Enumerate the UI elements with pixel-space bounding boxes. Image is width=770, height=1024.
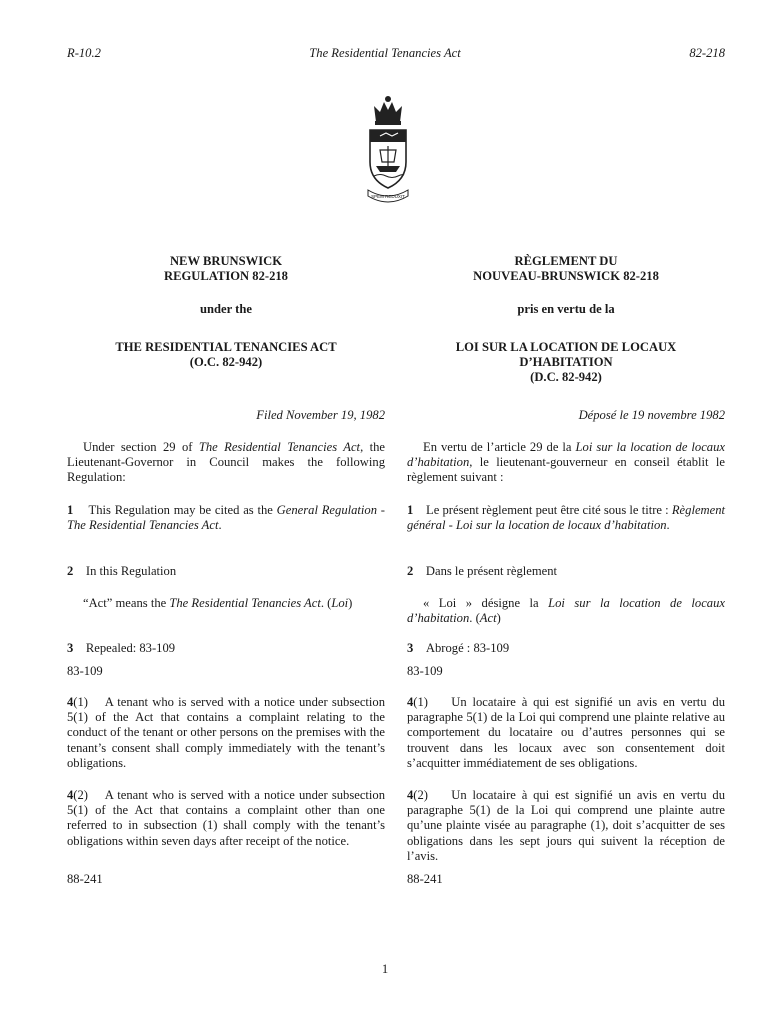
- right-preamble-text-end: , le lieutenant-gouverneur en conseil établit le règlement suivant :: [407, 455, 725, 485]
- left-definition-act: [67, 596, 385, 611]
- left-preamble-act: The Residential Tenancies Act: [198, 440, 361, 454]
- right-definition-act: [407, 596, 725, 626]
- left-section-2-number: 2: [67, 564, 74, 578]
- right-section-2: [407, 564, 725, 579]
- left-subsection-1-text: A tenant who is served with a notice under subsection 5(1) of the Act that contains a complaint relating to the conduct of the tenant or other persons on the premises with the tenant’s consent shall comply immediately with the tenant’s obligations.: [67, 695, 386, 770]
- right-act-title: [407, 340, 725, 386]
- left-preamble-text: Under section 29 of: [83, 440, 199, 454]
- left-section-4-number-2: 4: [67, 788, 74, 802]
- right-section-1-text: Le présent règlement peut être cité sous le titre :: [426, 503, 672, 517]
- right-section-3: [407, 641, 725, 656]
- left-title: [67, 254, 385, 284]
- left-subsection-2-number: (2): [73, 788, 88, 802]
- left-section-4-number: 4: [67, 695, 74, 709]
- left-under: under the: [200, 302, 252, 316]
- right-section-3-number: 3: [407, 641, 414, 655]
- right-title-line1: RÈGLEMENT DU: [514, 254, 618, 268]
- left-preamble: [67, 440, 385, 486]
- left-title-line1: NEW BRUNSWICK: [169, 254, 283, 268]
- left-section-4-reference: 88-241: [67, 872, 103, 886]
- left-order-in-council: (O.C. 82-942): [189, 355, 263, 370]
- right-section-4-1: [407, 695, 725, 771]
- header-reference: R-10.2: [67, 46, 101, 60]
- right-preamble: [407, 440, 725, 486]
- right-section-1-title: Règlement général - Loi sur la location de locaux d’habitation: [407, 503, 726, 533]
- right-definition-text: « Loi » désigne la: [423, 596, 549, 610]
- left-section-1: [67, 503, 385, 533]
- right-preamble-text: En vertu de l’article 29 de la: [423, 440, 576, 454]
- left-section-3-number: 3: [67, 641, 74, 655]
- right-section-3-reference: 83-109: [407, 664, 443, 678]
- left-section-1-text: This Regulation may be cited as the: [88, 503, 277, 517]
- right-section-1-end: .: [666, 518, 670, 533]
- left-definition-paren-close: ): [348, 596, 353, 610]
- page-number: 1: [381, 962, 389, 976]
- right-section-4-reference: 88-241: [407, 872, 443, 886]
- left-preamble-text-end: , the Lieutenant-Governor in Council makes the following Regulation:: [67, 440, 385, 485]
- header-regulation-number: 82-218: [689, 46, 725, 60]
- left-act-title-text: THE RESIDENTIAL TENANCIES ACT: [115, 340, 337, 354]
- right-definition-paren: . (: [469, 611, 480, 626]
- left-section-4-2: [67, 788, 385, 849]
- left-definition-act-title: The Residential Tenancies Act: [169, 596, 321, 610]
- right-subsection-1-text: Un locataire à qui est signifié un avis en vertu du paragraphe 5(1) de la Loi qui comprend une plainte relative au comportement du locataire ou d’autres personnes qui se trouvent dans les locaux avec son consentement doit s’acquitter immédiatement de ses obligations.: [407, 695, 725, 770]
- right-title: [407, 254, 725, 284]
- right-subsection-2-text: Un locataire à qui est signifié un avis en vertu du paragraphe 5(1) de la Loi qui comprend une plainte autre qu’une plainte visée au paragraphe (1), doit s’acquitter de ses obligations dans les sept jours qui suivent la réception de l’avis.: [407, 788, 725, 863]
- left-definition-text: “Act” means the: [83, 596, 170, 610]
- left-subsection-2-text: A tenant who is served with a notice under subsection 5(1) of the Act that contains a complaint other than one referred to in subsection (1) shall comply with the tenant’s obligations within seven days after receipt of the notice.: [67, 788, 386, 848]
- right-act-title-line2: D’HABITATION: [519, 355, 613, 370]
- right-section-4-2: [407, 788, 725, 864]
- right-under: pris en vertu de la: [517, 302, 615, 316]
- right-act-title-line1: LOI SUR LA LOCATION DE LOCAUX: [455, 340, 677, 354]
- left-definition-paren: . (: [320, 596, 332, 610]
- right-definition-act-title: Loi sur la location de locaux d’habitation: [407, 596, 725, 626]
- right-section-4-number: 4: [407, 695, 414, 709]
- right-subsection-2-number: (2): [413, 788, 428, 802]
- left-section-1-end: .: [218, 518, 222, 533]
- left-section-2: [67, 564, 385, 579]
- left-act-title: [67, 340, 385, 370]
- left-subsection-1-number: (1): [73, 695, 88, 709]
- left-definition-french-term: Loi: [331, 596, 349, 610]
- header-title: The Residential Tenancies Act: [309, 46, 461, 60]
- right-section-4-number-2: 4: [407, 788, 414, 802]
- right-section-1-number: 1: [407, 503, 414, 517]
- left-section-3: [67, 641, 385, 656]
- right-section-1: [407, 503, 725, 533]
- left-section-1-number: 1: [67, 503, 74, 517]
- right-decree-number: (D.C. 82-942): [530, 370, 602, 385]
- left-section-3-reference: 83-109: [67, 664, 103, 678]
- right-definition-english-term: Act: [479, 611, 497, 626]
- right-section-2-number: 2: [407, 564, 414, 578]
- left-section-4-1: [67, 695, 385, 771]
- right-section-2-text: Dans le présent règlement: [425, 564, 558, 578]
- right-filed-date: Déposé le 19 novembre 1982: [578, 408, 725, 422]
- left-filed-date: Filed November 19, 1982: [256, 408, 385, 422]
- left-section-3-text: Repealed: 83-109: [85, 641, 176, 655]
- right-preamble-act: Loi sur la location de locaux d’habitation: [407, 440, 725, 470]
- left-section-1-title: General Regulation - The Residential Tenancies Act: [67, 503, 385, 533]
- crest-motto: SPEM REDUXIT: [371, 194, 405, 199]
- right-definition-paren-close: ): [496, 611, 501, 626]
- right-section-3-text: Abrogé : 83-109: [425, 641, 510, 655]
- right-subsection-1-number: (1): [413, 695, 428, 709]
- left-section-2-text: In this Regulation: [85, 564, 177, 578]
- left-title-line2: REGULATION 82-218: [164, 269, 288, 284]
- right-title-line2: NOUVEAU-BRUNSWICK 82-218: [473, 269, 659, 284]
